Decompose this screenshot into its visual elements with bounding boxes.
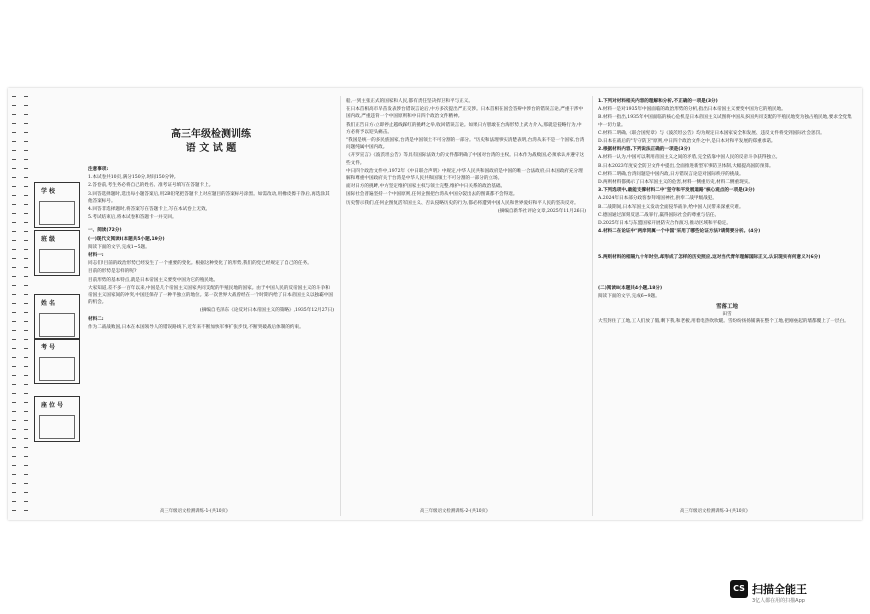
note-item: 5.考试结束后,将本试卷和答题卡一并交回。 xyxy=(88,215,177,221)
seal-line xyxy=(24,96,28,516)
camscanner-logo-icon: CS xyxy=(730,580,748,598)
option: B.日本2023年度安全防卫文件中提出,全面推进新型军事防卫体制,大幅提高国防预算。 xyxy=(598,163,774,169)
school-box xyxy=(34,182,80,228)
name-field[interactable] xyxy=(39,313,75,337)
note-item: 3.回答选择题时,选出每小题答案后,用2B铅笔把答题卡上对应题目的答案标号涂黑。如需改动,用橡皮擦干净后,再选涂其他答案标号。 xyxy=(88,191,330,204)
option: A.材料一是对1935年中国面临的政治形势的分析,指出日本帝国主义要变中国为它的殖民地。 xyxy=(598,107,786,113)
paragraph: "我国是统一的多民族国家,台湾是中国领土不可分割的一部分。"历史和法理事实清楚表明,台湾从来不是一个国家,台湾问题纯属中国内政。 xyxy=(346,138,585,151)
paragraph: 同志们!目前的政治形势已经发生了一个重要的变化。根据这种变化了的形势,我们的党已经规定了自己的任务。 xyxy=(88,261,312,267)
subsection-heading: (一)现代文阅读Ⅰ(本题共5小题,19分) xyxy=(88,236,165,242)
question-4: 4.材料二在论证中"两岸同属一个中国"采用了哪些论证方法?请简要分析。(4分) xyxy=(598,229,761,235)
answer-space xyxy=(598,263,856,285)
paragraph: 目前的形势是怎样的呢? xyxy=(88,269,137,275)
binding-strip xyxy=(10,96,80,516)
watermark-name: 扫描全能王 xyxy=(752,583,807,596)
poem-author: 田雪 xyxy=(722,312,732,318)
page-footer: 高三年级语文检测训练-3-(共10页) xyxy=(680,509,748,514)
paragraph: 船,一到主张正式的国家和人民,都有责任坚决捍卫和平与正义。 xyxy=(346,99,473,104)
subsection-heading: (二)阅读Ⅱ(本题共4小题,18分) xyxy=(598,285,663,291)
paragraph: 作为二战战败国,日本在本国领导人的错误路线下,近年来不断加快军事扩张步伐,不断突破战后体制的约束。 xyxy=(88,324,304,330)
material-label: 材料一: xyxy=(88,253,104,259)
paragraph: 中日四个政治文件中,1972年《中日联合声明》中规定,中华人民共和国政府是中国的唯一合法政府;日本国政府充分理解和尊重中国政府关于台湾是中华人民共和国领土不可分割的一部分的立场。 xyxy=(346,168,583,182)
paragraph: 大家知道,差不多一百年以来,中国是几个帝国主义国家共同支配的半殖民地的国家。由于中国人民的反帝国主义的斗争和帝国主义国家间的冲突,中国还保存了一种半独立的地位。第一次世界大战曾经在一个时期内给了日本帝国主义以独霸中国的机会。 xyxy=(88,285,333,306)
option: C.材料二明确,台湾问题是中国内政,日方错误言论是对国际秩序的挑战。 xyxy=(598,171,744,177)
exam-number-label: 考号 xyxy=(41,344,58,351)
note-item: 2.答卷前,考生务必将自己的姓名、准考证号填写在答题卡上。 xyxy=(88,183,214,189)
column-divider xyxy=(340,96,341,516)
option: C.材料二明确,《联合国宪章》与《波茨坦公告》均为规定日本国家安全和发展、违反文件将受到国际社会惩罚。 xyxy=(598,130,825,136)
notes-heading: 注意事项: xyxy=(88,167,109,172)
source-citation: (摘编自毛泽东《论反对日本帝国主义的策略》,1935年12月27日) xyxy=(199,308,334,314)
exam-title: 高三年级检测训练 xyxy=(171,129,251,140)
school-field[interactable] xyxy=(39,201,75,225)
page-1 xyxy=(88,108,334,332)
paragraph: 国际社会普遍坚持一个中国原则,任何企图把台湾从中国分裂出去的图谋都不会得逞。 xyxy=(346,192,518,198)
name-label: 姓名 xyxy=(41,300,58,307)
instruction: 阅读下面的文字,完成6~9题。 xyxy=(598,293,660,299)
class-field[interactable] xyxy=(39,249,75,273)
question-2: 2.根据材料内容,下列说法正确的一项是(3分) xyxy=(598,147,691,153)
instruction: 阅读下面的文字,完成1~5题。 xyxy=(88,244,150,250)
option: D.两则材料都揭示了日本军国主义的危害,材料一侧重历史,材料二侧重现实。 xyxy=(598,180,753,186)
note-item: 4.回答非选择题时,将答案写在答题卡上,写在本试卷上无效。 xyxy=(88,207,211,213)
option: B.二战期间,日本军国主义发动全面侵华战争,给中国人民带来深重灾难。 xyxy=(598,204,744,210)
page-footer: 高三年级语文检测训练-1-(共10页) xyxy=(160,509,228,514)
paragraph: 我们正告日方:立即停止越线踩红的挑衅之举,收回错误言论。如果日方胆敢在台海形势上武力介入,那就是侵略行为,中方必将予以迎头痛击。 xyxy=(346,122,582,135)
column-divider xyxy=(592,96,593,516)
option: D.2025年日本与东盟国家开展防灾合作演习,推动区域和平稳定。 xyxy=(598,221,731,227)
seat-field[interactable] xyxy=(39,415,75,439)
scanner-watermark xyxy=(730,578,866,610)
paragraph: 《开罗宣言》《波茨坦公告》等具有国际法效力的文件都明确了中国对台湾的主权。日本作为战败国,必须承认并遵守这些文件。 xyxy=(346,153,585,166)
question-3: 3.下列选项中,最能支撑材料二中"坚守和平发展道路"核心观点的一项是(3分) xyxy=(598,188,755,194)
source-citation: (摘编自新华社评论文章,2025年11月26日) xyxy=(497,208,586,214)
poem-title: 雪落工地 xyxy=(715,304,738,311)
paragraph: 历史警示我们,任何企图复活军国主义、否认侵略历史的行为,都必将遭到中国人民和世界爱好和平人民的坚决反对。 xyxy=(346,200,579,206)
exam-subtitle: 语 文 试 题 xyxy=(185,143,237,154)
page-3 xyxy=(598,98,856,327)
seat-box xyxy=(34,396,80,442)
paragraph: 目前形势的基本特点,就是日本帝国主义要变中国为它的殖民地。 xyxy=(88,277,219,283)
name-box xyxy=(34,294,80,340)
exam-number-box xyxy=(34,338,80,384)
section-heading: 一、阅读(72分) xyxy=(88,228,122,234)
page-2 xyxy=(346,98,586,216)
option: A.材料一认为,中国可以利用帝国主义之间的矛盾,完全依靠中国人民的反帝斗争获得独立。 xyxy=(598,155,781,161)
exam-number-field[interactable] xyxy=(39,357,75,381)
option: C.德国通过深刻反思二战罪行,赢得国际社会的尊重与信任。 xyxy=(598,212,720,218)
question-5: 5.两则材料的相隔九十年时空,却形成了怎样的历史照应,这对当代青年理解国际正义,认识现实有何意义?(6分) xyxy=(598,255,821,261)
material-label: 材料二: xyxy=(88,316,104,322)
answer-space xyxy=(598,236,856,254)
option: D.日本在战后的"专守防卫"原则,中日四个政治文件之中,是日本对和平发展的郑重承诺。 xyxy=(598,139,776,145)
paragraph: 面对日方的挑衅,中方坚定维护国家主权与领土完整,维护中日关系的政治基础。 xyxy=(346,184,506,190)
class-box xyxy=(34,230,80,276)
class-label: 班级 xyxy=(41,236,58,243)
page-footer: 高三年级语文检测训练-2-(共10页) xyxy=(420,509,488,514)
paragraph: 大雪封住了工地,工人们放了假,剩下我,和老板,用着电热吹吹暖。雪纷纷扬扬铺满在整个工地,把刚垒起的墙都覆上了一层白。 xyxy=(598,319,849,325)
paragraph: 在日本首相高市早苗发表涉台错误言论后,中方多次提出严正交涉。日本首相在国会答辩中涉台的错误言论,严重干涉中国内政,严重违背一个中国原则和中日四个政治文件精神。 xyxy=(346,107,584,120)
seal-line xyxy=(12,96,16,516)
note-item: 1.本试卷共10页,满分150分,时间150分钟。 xyxy=(88,175,179,181)
option: B.材料一指出,1935年中国面临的核心危机是日本帝国主义试图将中国从多国共同支配的半殖民地变为独占殖民地,要求全党集中一切力量。 xyxy=(598,115,852,128)
seat-label: 座位号 xyxy=(41,402,66,409)
question-1: 1.下列对材料相关内容的理解和分析,不正确的一项是(3分) xyxy=(598,99,718,104)
school-label: 学校 xyxy=(41,188,58,195)
option: A.2024年日本部分政客参拜靖国神社,供奉二战甲级战犯。 xyxy=(598,196,717,202)
watermark-subtitle: 3亿人都在用的扫描App xyxy=(752,598,805,604)
